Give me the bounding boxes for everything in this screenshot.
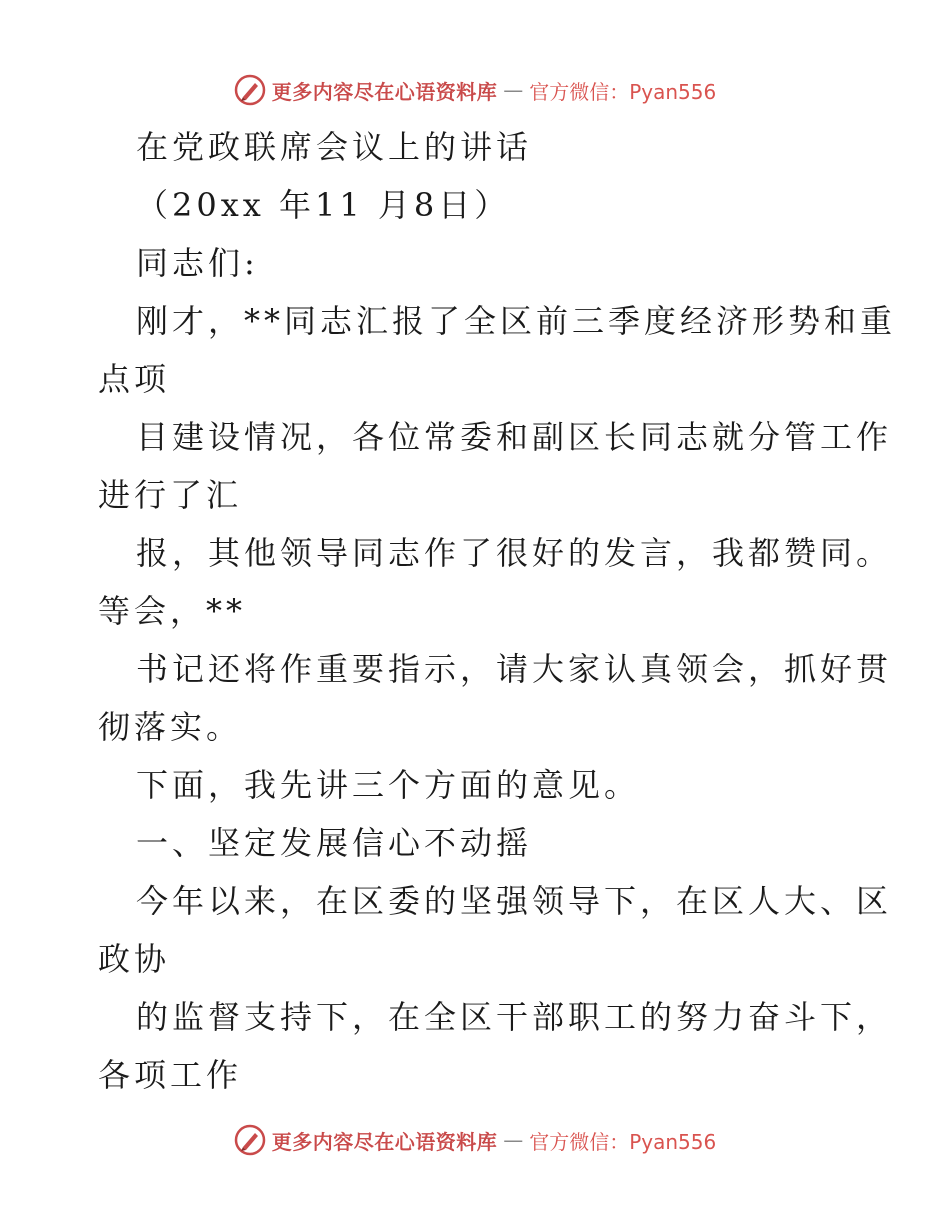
watermark-wechat-text: 官方微信：Pyan556 [529, 79, 717, 104]
text-line: 进行了汇 [98, 476, 243, 514]
pen-logo-icon [234, 74, 266, 106]
header-watermark [0, 70, 950, 110]
watermark-main-text: 更多内容尽在心语资料库 [271, 1129, 498, 1154]
text-line: 各项工作 [98, 1056, 243, 1094]
text-line: 刚才，**同志汇报了全区前三季度经济形势和重 [136, 302, 897, 340]
footer-watermark [0, 1120, 950, 1160]
pen-logo-icon [234, 1124, 266, 1156]
text-line: 报，其他领导同志作了很好的发言，我都赞同。 [136, 534, 893, 572]
watermark-separator: — [503, 78, 524, 102]
text-line: 等会，** [98, 592, 247, 630]
watermark-wechat-text: 官方微信：Pyan556 [529, 1129, 717, 1154]
text-line: 点项 [98, 360, 171, 398]
text-line: 书记还将作重要指示，请大家认真领会，抓好贯 [136, 650, 893, 688]
text-line: 彻落实。 [98, 708, 243, 746]
document-title: 在党政联席会议上的讲话 [136, 128, 533, 166]
text-line: 目建设情况，各位常委和副区长同志就分管工作 [136, 418, 893, 456]
section-heading: 一、坚定发展信心不动摇 [136, 824, 533, 862]
watermark-separator: — [503, 1128, 524, 1152]
document-date: （20xx 年11 月8日） [136, 186, 511, 224]
text-line: 今年以来，在区委的坚强领导下，在区人大、区 [136, 882, 893, 920]
text-line: 下面，我先讲三个方面的意见。 [136, 766, 641, 804]
text-line: 政协 [98, 940, 171, 978]
text-line: 的监督支持下，在全区干部职工的努力奋斗下， [136, 998, 893, 1036]
watermark-main-text: 更多内容尽在心语资料库 [271, 79, 498, 104]
salutation: 同志们: [136, 244, 259, 282]
